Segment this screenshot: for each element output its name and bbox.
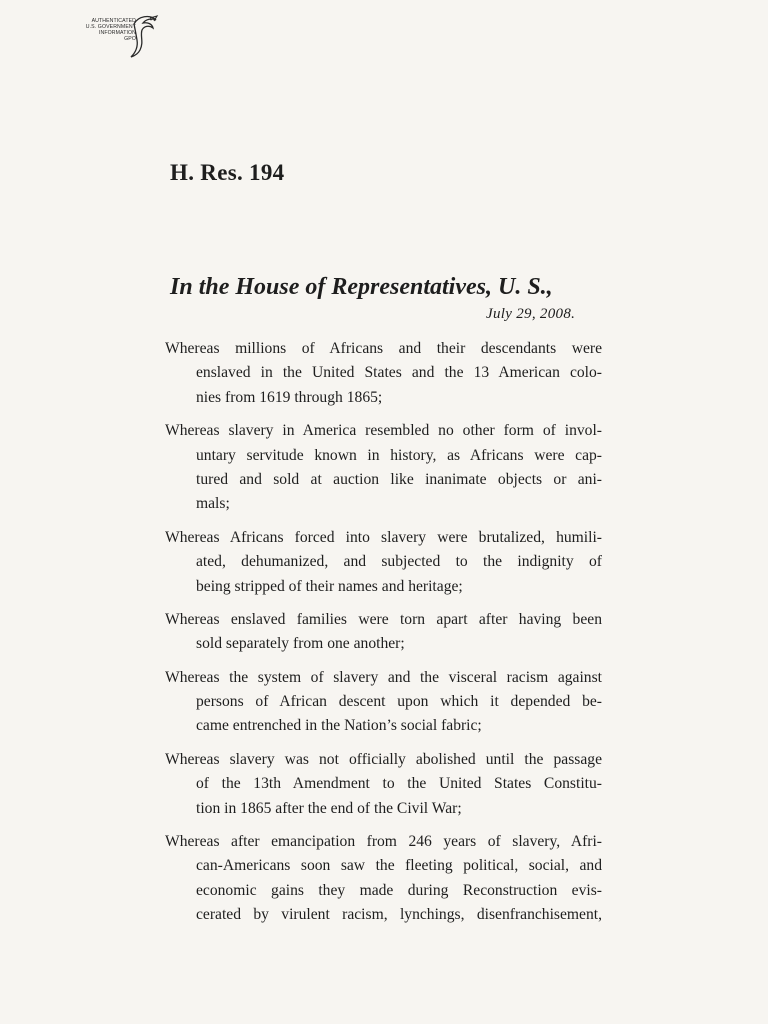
clause-line: sold separately from one another;	[196, 635, 405, 653]
clause-line: Whereas enslaved families were torn apart after having been	[165, 610, 602, 628]
clause-line: tured and sold at auction like inanimate objects or ani-	[196, 470, 602, 488]
clause-line: being stripped of their names and heritage;	[196, 577, 463, 595]
clause-line: Whereas the system of slavery and the visceral racism against	[165, 668, 602, 686]
clause-line: nies from 1619 through 1865;	[196, 388, 383, 406]
whereas-clause	[165, 666, 602, 739]
clause-line: persons of African descent upon which it depended be-	[196, 693, 602, 711]
clause-line: mals;	[196, 495, 230, 513]
clause-line: of the 13th Amendment to the United States Constitu-	[196, 775, 602, 793]
whereas-clause	[165, 608, 602, 657]
gpo-seal-line: AUTHENTICATED	[91, 18, 136, 24]
gpo-seal-text	[78, 18, 136, 42]
chamber-heading: In the House of Representatives, U. S.,	[170, 274, 553, 300]
gpo-seal-line: GPO	[124, 36, 136, 42]
resolution-date: July 29, 2008.	[486, 306, 576, 322]
clause-line: Whereas after emancipation from 246 years of slavery, Afri-	[165, 833, 602, 851]
clause-line: enslaved in the United States and the 13 American colo-	[196, 364, 602, 382]
gpo-seal-line: U.S. GOVERNMENT	[85, 24, 136, 30]
whereas-clauses	[165, 337, 602, 937]
gpo-authentication-seal	[78, 14, 160, 58]
whereas-clause	[165, 526, 602, 599]
clause-line: tion in 1865 after the end of the Civil War;	[196, 799, 462, 817]
bill-number: H. Res. 194	[170, 160, 285, 185]
eagle-icon	[130, 14, 160, 58]
whereas-clause	[165, 337, 602, 410]
clause-line: Whereas slavery was not officially abolished until the passage	[165, 750, 602, 768]
clause-line: can-Americans soon saw the fleeting political, social, and	[196, 857, 602, 875]
whereas-clause	[165, 419, 602, 517]
clause-line: cerated by virulent racism, lynchings, disenfranchisement,	[196, 906, 602, 924]
clause-line: came entrenched in the Nation’s social fabric;	[196, 717, 482, 735]
clause-line: economic gains they made during Reconstruction evis-	[196, 881, 602, 899]
whereas-clause	[165, 748, 602, 821]
clause-line: Whereas millions of Africans and their descendants were	[165, 340, 602, 357]
clause-line: Whereas slavery in America resembled no other form of invol-	[165, 422, 602, 440]
clause-line: untary servitude known in history, as Africans were cap-	[196, 446, 602, 464]
clause-line: Whereas Africans forced into slavery were brutalized, humili-	[165, 528, 602, 546]
clause-line: ated, dehumanized, and subjected to the indignity of	[196, 553, 602, 571]
gpo-seal-line: INFORMATION	[98, 30, 136, 36]
whereas-clause	[165, 830, 602, 928]
